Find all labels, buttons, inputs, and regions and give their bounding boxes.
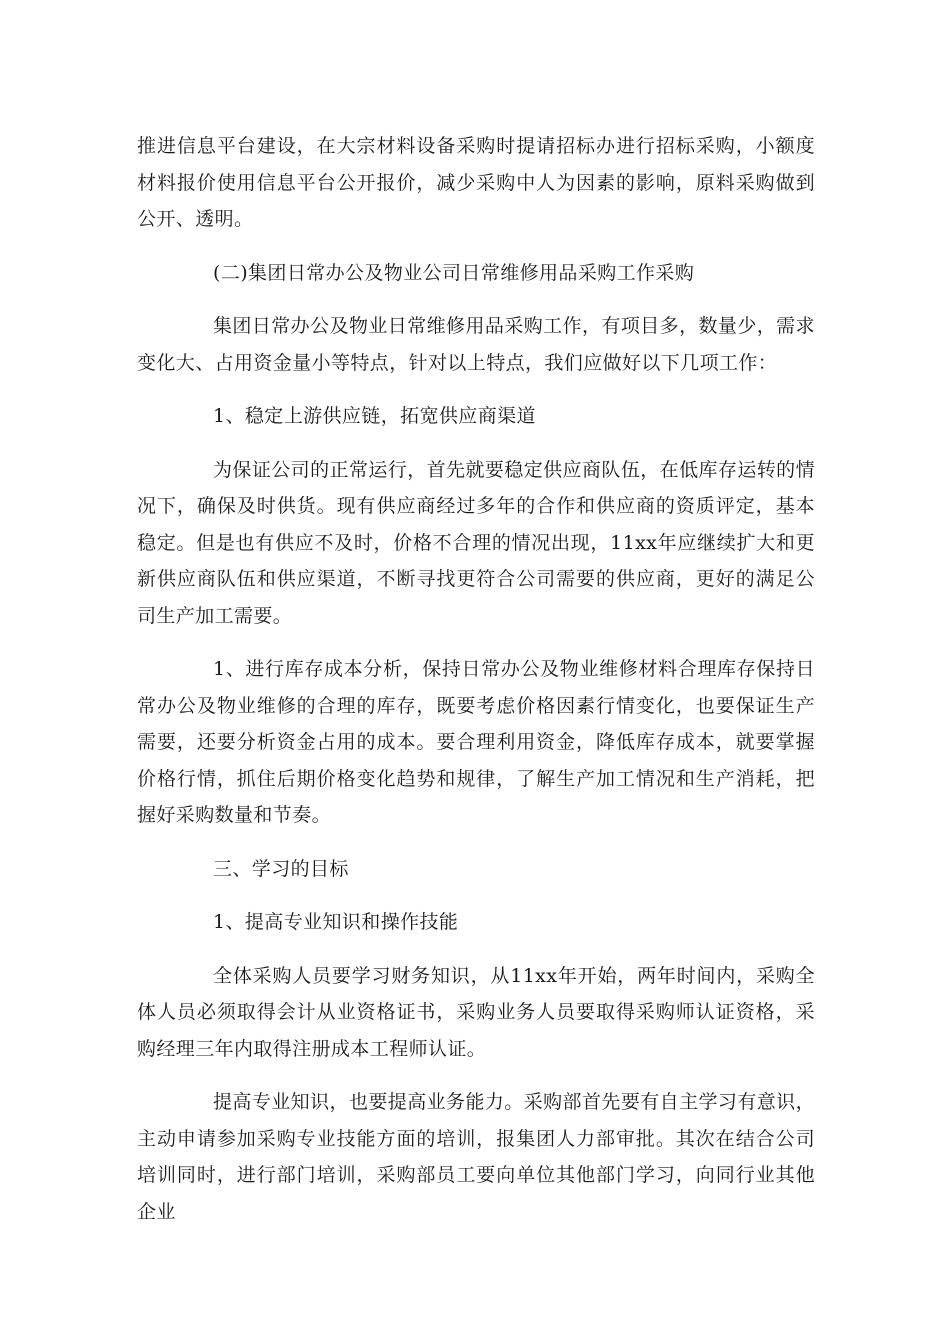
section-heading-2: (二)集团日常办公及物业公司日常维修用品采购工作采购 (213, 261, 695, 284)
paragraph-3: 集团日常办公及物业日常维修用品采购工作，有项目多，数量少，需求变化大、占用资金量小等特点，针对以上特点，我们应做好以下几项工作： (137, 315, 815, 374)
paragraph-10: 提高专业知识，也要提高业务能力。采购部首先要有自主学习有意识，主动申请参加采购专业技能方面的培训，报集团人力部审批。其次在结合公司培训同时，进行部门培训，采购部员工要向单位其他部门学习，向同行业其他企业 (137, 1091, 815, 1223)
subheading-8: 1、提高专业知识和操作技能 (213, 911, 459, 933)
paragraph-9: 全体采购人员要学习财务知识，从11xx年开始，两年时间内，采购全体人员必须取得会计从业资格证书，采购业务人员要取得采购师认证资格，采购经理三年内取得注册成本工程师认证。 (137, 964, 815, 1060)
document-body (137, 128, 815, 1247)
subheading-4: 1、稳定上游供应链，拓宽供应商渠道 (213, 405, 536, 427)
paragraph-5: 为保证公司的正常运行，首先就要稳定供应商队伍，在低库存运转的情况下，确保及时供货。现有供应商经过多年的合作和供应商的资质评定，基本稳定。但是也有供应不及时，价格不合理的情况出现，11xx年应继续扩大和更新供应商队伍和供应渠道，不断寻找更符合公司需要的供应商，更好的满足公司生产加工需要。 (137, 458, 815, 627)
paragraph-6: 1、进行库存成本分析，保持日常办公及物业维修材料合理库存保持日常办公及物业维修的合理的库存，既要考虑价格因素行情变化，也要保证生产需要，还要分析资金占用的成本。要合理利用资金，降低库存成本，就要掌握价格行情，抓住后期价格变化趋势和规律，了解生产加工情况和生产消耗，把握好采购数量和节奏。 (137, 658, 815, 826)
paragraph-1: 推进信息平台建设，在大宗材料设备采购时提请招标办进行招标采购，小额度材料报价使用信息平台公开报价，减少采购中人为因素的影响，原料采购做到公开、透明。 (137, 135, 815, 230)
section-heading-7: 三、学习的目标 (213, 857, 349, 880)
